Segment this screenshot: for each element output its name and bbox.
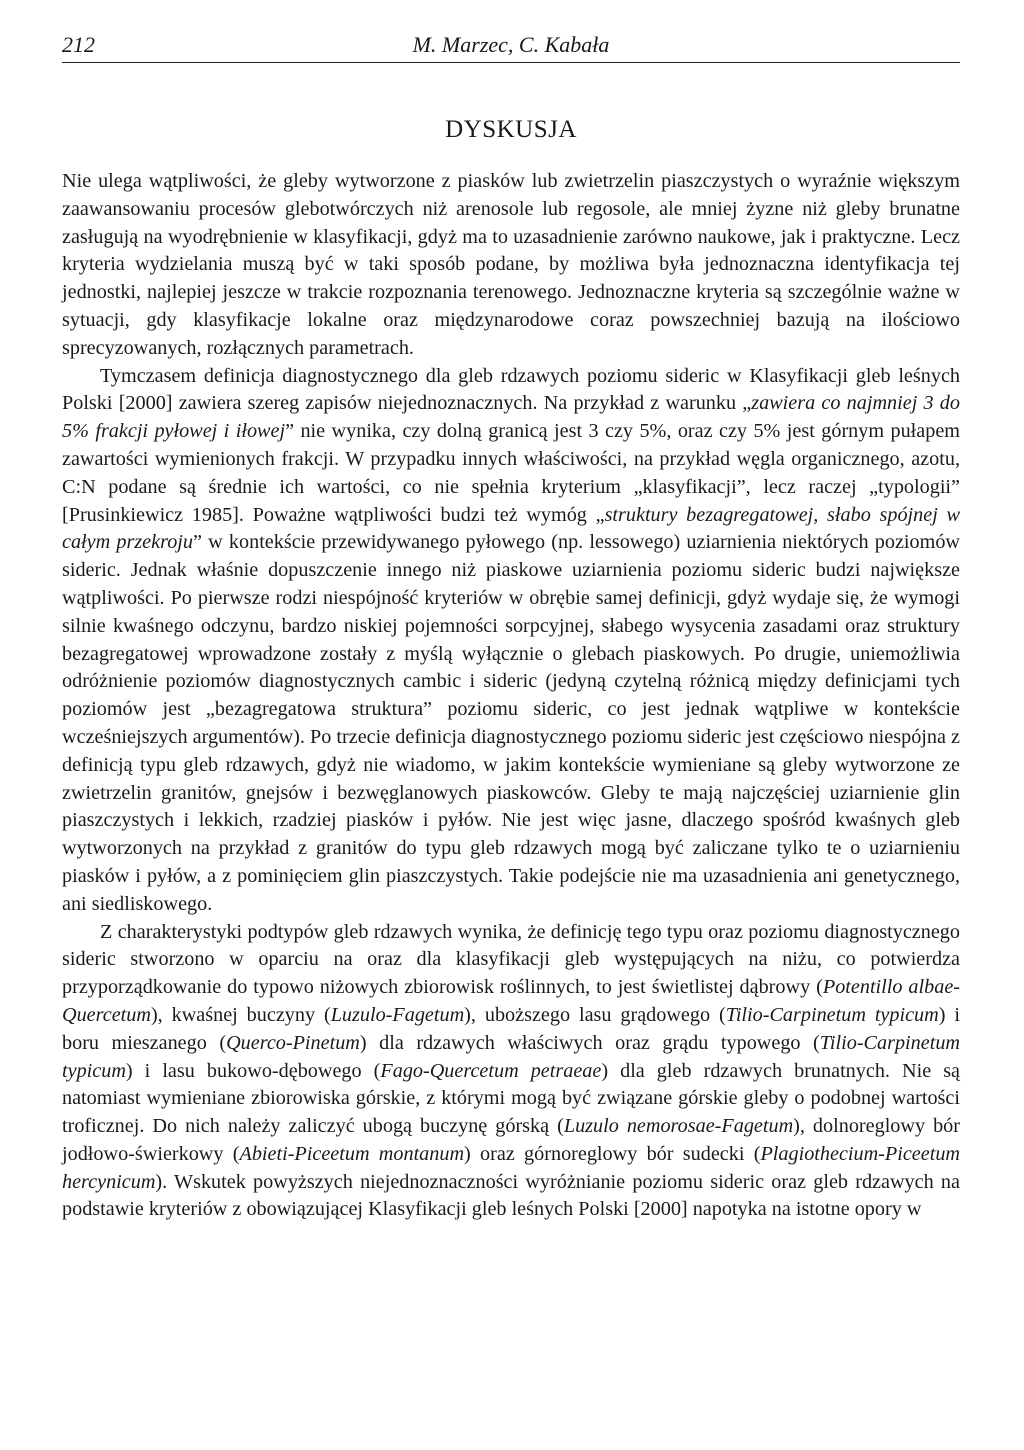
italic-text-run: struktury bezagregatowej, słabo spójnej w całym przekroju: [62, 503, 960, 554]
text-run: ), kwaśnej buczyny (: [150, 1003, 331, 1026]
text-run: ” nie wynika, czy dolną granicą jest 3 czy 5%, oraz czy 5% jest górnym pułapem zawartości wymienionych frakcji. W przypadku innych właściwości, na przykład węgla organicznego, azotu, C:N podane są średnie ich wartości, co nie spełnia kryterium „klasyfikacji”, lecz raczej „typologii” [Prusinkiewicz 1985]. Poważne wątpliwości budzi też wymóg „: [62, 420, 960, 526]
text-run: Z charakterystyki podtypów gleb rdzawych wynika, że definicję tego typu oraz poziomu diagnostycznego sideric stworzono w oparciu na oraz dla klasyfikacji gleb występujących na niżu, co potwierdza przyporządkowanie do typowo niżowych zbiorowisk roślinnych, to jest świetlistej dąbrowy (: [62, 920, 960, 999]
section-title: DYSKUSJA: [445, 116, 577, 143]
text-run: ) dla rdzawych właściwych oraz grądu typowego (: [359, 1031, 820, 1054]
page: [62, 22, 960, 1224]
italic-text-run: Potentillo albae-Quercetum: [62, 976, 960, 1026]
italic-text-run: Luzulo nemorosae-Fagetum: [563, 1115, 794, 1138]
running-header: [62, 22, 960, 63]
text-run: ) dla gleb rdzawych brunatnych. Nie są natomiast wymieniane zbiorowiska górskie, z którymi mogą być związane górskie gleby o podobnej wartości troficznej. Do nich należy zaliczyć ubogą buczynę górską (: [62, 1059, 961, 1138]
text-run: ). Wskutek powyższych niejednoznaczności wyróżnianie poziomu sideric oraz gleb rdzawych na podstawie kryteriów z obowiązującej Klasyfikacji gleb leśnych Polski [2000] napotyka na istotne opory w: [62, 1170, 960, 1221]
text-run: ) i boru mieszanego (: [62, 1003, 960, 1054]
text-run: ), uboższego lasu grądowego (: [464, 1003, 726, 1026]
italic-text-run: Tilio-Carpinetum typicum: [725, 1003, 939, 1026]
italic-text-run: Querco-Pinetum: [226, 1031, 360, 1054]
text-run: ” w kontekście przewidywanego pyłowego (np. lessowego) uziarnienia niektórych poziomów sideric. Jednak właśnie dopuszczenie innego niż piaskowe uziarnienia poziomu sideric budzi największe wątpliwości. Po pierwsze rodzi niespójność kryteriów w obrębie samej definicji, gdyż wydaje się, że wymogi silnie kwaśnego odczynu, bardzo niskiej pojemności sorpcyjnej, słabego wysycenia zasadami oraz struktury bezagregatowej wprowadzone zostały z myślą wyłącznie o glebach piaskowych. Po drugie, uniemożliwia odróżnienie poziomów diagnostycznych cambic i sideric (jedyną czytelną różnicą między definicjami tych poziomów jest „bezagregatowa struktura” poziomu sideric, co jest jednak wątpliwe w kontekście wcześniejszych argumentów). Po trzecie definicja diagnostycznego poziomu sideric jest częściowo niespójna z definicją typu gleb rdzawych, gdyż nie wiadomo, w jakim kontekście wymieniane są gleby wytworzone ze zwietrzelin granitów, gnejsów i bezwęglanowych piaskowców. Gleby te mają najczęściej uziarnienie glin piaszczystych i lekkich, rzadziej piasków i pyłów. Nie jest więc jasne, dlaczego spośród kwaśnych gleb wytworzonych na przykład z granitów do typu gleb rdzawych mogą być zaliczane tylko te o uziarnieniu piasków i pyłów, a z pominięciem glin piaszczystych. Takie podejście nie ma uzasadnienia ani genetycznego, ani siedliskowego.: [62, 531, 960, 915]
running-header-authors: M. Marzec, C. Kabała: [412, 32, 610, 57]
text-run: ) i lasu bukowo-dębowego (: [125, 1059, 381, 1082]
italic-text-run: Fago-Quercetum petraeae: [380, 1059, 602, 1082]
italic-text-run: Tilio-Carpinetum typicum: [62, 1031, 960, 1082]
paragraph: [62, 363, 960, 919]
page-number: 212: [62, 32, 95, 57]
italic-text-run: Plagiothecium-Piceetum hercynicum: [62, 1142, 961, 1193]
text-run: Nie ulega wątpliwości, że gleby wytworzone z piasków lub zwietrzelin piaszczystych o wyraźnie większym zaawansowaniu procesów glebotwórczych niż arenosole lub regosole, ale mniej żyzne niż gleby brunatne zasługują na wyodrębnienie w klasyfikacji, gdyż ma to uzasadnienie zarówno naukowe, jak i praktyczne. Lecz kryteria wydzielania muszą być w taki sposób podane, by możliwa była jednoznaczna identyfikacja tej jednostki, najlepiej jeszcze w trakcie rozpoznania terenowego. Jednoznaczne kryteria są szczególnie ważne w sytuacji, gdy klasyfikacje lokalne oraz międzynarodowe coraz powszechniej bazują na ilościowo sprecyzowanych, rozłącznych parametrach.: [62, 170, 960, 359]
body-text: [62, 168, 960, 1224]
italic-text-run: Luzulo-Fagetum: [330, 1003, 465, 1026]
paragraph: [62, 168, 960, 363]
italic-text-run: zawiera co najmniej 3 do 5% frakcji pyłowej i iłowej: [62, 392, 960, 443]
paragraph: [62, 919, 960, 1225]
text-run: Tymczasem definicja diagnostycznego dla gleb rdzawych poziomu sideric w Klasyfikacji gleb leśnych Polski [2000] zawiera szereg zapisów niejednoznacznych. Na przykład z warunku „: [62, 364, 960, 415]
text-run: ), dolnoreglowy bór jodłowo-świerkowy (: [62, 1115, 960, 1165]
text-run: ) oraz górnoreglowy bór sudecki (: [464, 1142, 761, 1165]
italic-text-run: Abieti-Piceetum montanum: [239, 1142, 465, 1165]
